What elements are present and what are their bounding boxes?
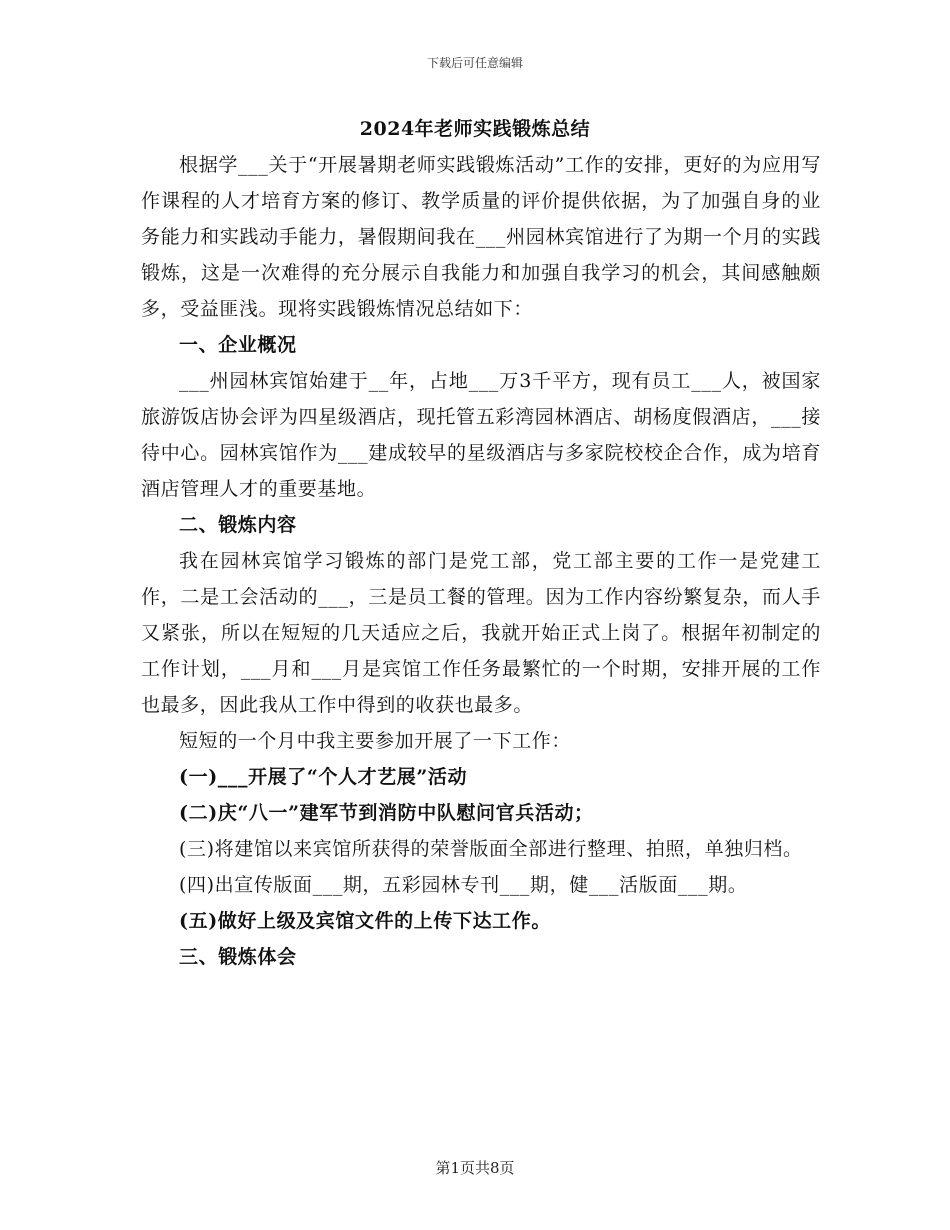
- work-item-2: (二)庆“八一”建军节到消防中队慰问官兵活动；: [179, 802, 594, 824]
- intro-paragraph: 根据学___关于“开展暑期老师实践锻炼活动”工作的安排，更好的为应用写作课程的人才培育方案的修订、教学质量的评价提供依据，为了加强自身的业务能力和实践动手能力，暑假期间我在___州园林宾馆进行了为期一个月的实践锻炼，这是一次难得的充分展示自我能力和加强自我学习的机会，其间感触颇多，受益匪浅。现将实践锻炼情况总结如下：: [141, 154, 821, 320]
- work-item-4: (四)出宣传版面___期，五彩园林专刊___期，健___活版面___期。: [179, 874, 748, 896]
- work-item-5: (五)做好上级及宾馆文件的上传下达工作。: [179, 910, 551, 932]
- section-heading-reflections: 三、锻炼体会: [179, 946, 297, 968]
- work-item-1: (一)___开展了“个人才艺展”活动: [179, 766, 468, 788]
- page-number-footer: 第1页共8页: [435, 1159, 515, 1177]
- work-list-intro: 短短的一个月中我主要参加开展了一下工作：: [179, 730, 572, 752]
- work-item-3: (三)将建馆以来宾馆所获得的荣誉版面全部进行整理、拍照，单独归档。: [179, 838, 803, 860]
- section-heading-training-content: 二、锻炼内容: [179, 514, 297, 536]
- document-body: [141, 147, 821, 975]
- training-content-paragraph: 我在园林宾馆学习锻炼的部门是党工部，党工部主要的工作一是党建工作，二是工会活动的___，三是员工餐的管理。因为工作内容纷繁复杂，而人手又紧张，所以在短短的几天适应之后，我就开始正式上岗了。根据年初制定的工作计划，___月和___月是宾馆工作任务最繁忙的一个时期，安排开展的工作也最多，因此我从工作中得到的收获也最多。: [141, 550, 821, 716]
- header-note: 下载后可任意编辑: [426, 56, 523, 70]
- company-overview-paragraph: ___州园林宾馆始建于__年，占地___万3千平方，现有员工___人，被国家旅游饭店协会评为四星级酒店，现托管五彩湾园林酒店、胡杨度假酒店，___接待中心。园林宾馆作为___建成较早的星级酒店与多家院校校企合作，成为培育酒店管理人才的重要基地。: [141, 370, 821, 500]
- document-title: 2024年老师实践锻炼总结: [359, 118, 591, 140]
- section-heading-company-overview: 一、企业概况: [179, 334, 297, 356]
